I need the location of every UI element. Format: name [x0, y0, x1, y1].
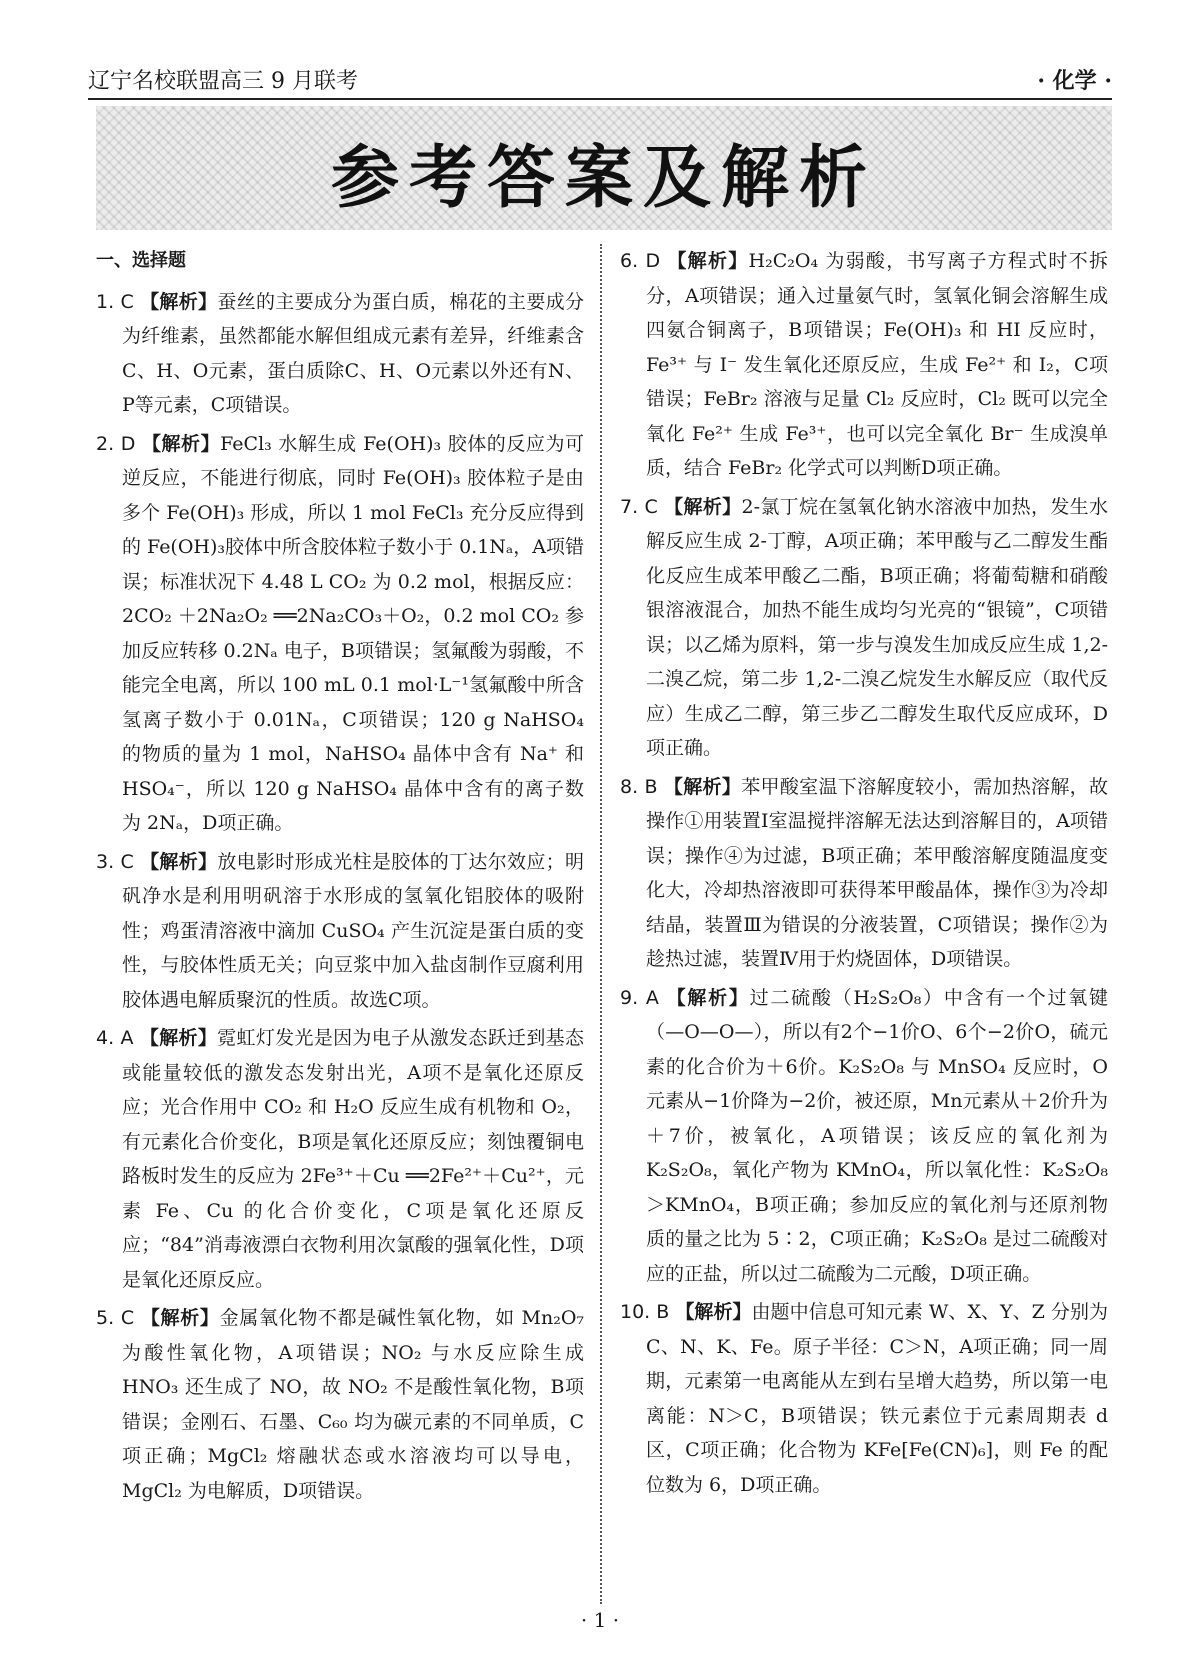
exam-title: 辽宁名校联盟高三 9 月联考 — [88, 69, 358, 94]
answer-number: 10. B — [620, 1301, 670, 1323]
answer-number: 9. A — [620, 986, 659, 1009]
answer-number: 2. D — [96, 432, 136, 455]
answer-text: 苯甲酸室温下溶解度较小，需加热溶解，故操作①用装置Ⅰ室温搅拌溶解无法达到溶解目的，A项错误；操作④为过滤，B项正确；苯甲酸溶解度随温度变化大，冷却热溶液即可获得苯甲酸晶体，操作③为冷却结晶，装置Ⅲ为错误的分液装置，C项错误；操作②为趁热过滤，装置Ⅳ用于灼烧固体，D项错误。 — [646, 775, 1108, 970]
analysis-tag: 【解析】 — [140, 850, 218, 873]
answer-item-3 — [96, 845, 584, 1018]
column-divider — [600, 244, 602, 1604]
analysis-tag: 【解析】 — [675, 1301, 752, 1323]
answer-text: 蚕丝的主要成分为蛋白质，棉花的主要成分为纤维素，虽然都能水解但组成元素有差异，纤维素含C、H、O元素，蛋白质除C、H、O元素以外还有N、P等元素，C项错误。 — [122, 290, 584, 416]
answer-item-2 — [96, 427, 584, 841]
answer-item-6 — [620, 244, 1108, 486]
answer-text: 霓虹灯发光是因为电子从激发态跃迁到基态或能量较低的激发态发射出光，A项不是氧化还原反应；光合作用中 CO₂ 和 H₂O 反应生成有机物和 O₂，有元素化合价变化，B项是氧化还原反应；刻蚀覆铜电路板时发生的反应为 2Fe³⁺＋Cu ══2Fe²⁺＋Cu²⁺，元素 Fe、Cu 的化合价变化，C项是氧化还原反应；“84”消毒液漂白衣物利用次氯酸的强氧化性，D项是氧化还原反应。 — [122, 1027, 584, 1291]
right-column — [620, 244, 1108, 1506]
answer-item-9 — [620, 981, 1108, 1292]
answer-item-5 — [96, 1301, 584, 1508]
answer-number: 6. D — [620, 250, 661, 272]
analysis-tag: 【解析】 — [139, 1027, 218, 1049]
title-banner — [96, 106, 1112, 230]
analysis-tag: 【解析】 — [140, 1307, 220, 1329]
analysis-tag: 【解析】 — [141, 432, 221, 455]
page-header — [88, 60, 1112, 100]
answer-number: 7. C — [620, 495, 658, 518]
page-number: · 1 · — [580, 1608, 620, 1632]
analysis-tag: 【解析】 — [667, 250, 749, 272]
answer-text: 由题中信息可知元素 W、X、Y、Z 分别为 C、N、K、Fe。原子半径：C＞N，A项正确；同一周期，元素第一电离能从左到右呈增大趋势，所以第一电离能：N＞C，B项错误；铁元素位于元素周期表 d 区，C项正确；化合物为 KFe[Fe(CN)₆]，则 Fe 的配位数为 6，D项正确。 — [646, 1301, 1108, 1496]
answer-item-10 — [620, 1295, 1108, 1502]
analysis-tag: 【解析】 — [666, 986, 750, 1009]
answer-item-1 — [96, 285, 584, 423]
answer-text: 过二硫酸（H₂S₂O₈）中含有一个过氧键（—O—O—），所以有2个−1价O、6个−2价O，硫元素的化合价为＋6价。K₂S₂O₈ 与 MnSO₄ 反应时，O元素从−1价降为−2价，被还原，Mn元素从＋2价升为＋7价，被氧化，A项错误；该反应的氧化剂为 K₂S₂O₈，氧化产物为 KMnO₄，所以氧化性：K₂S₂O₈＞KMnO₄，B项正确；参加反应的氧化剂与还原剂物质的量之比为 5∶2，C项正确；K₂S₂O₈ 是过二硫酸对应的正盐，所以过二硫酸为二元酸，D项正确。 — [646, 986, 1108, 1285]
answer-text: H₂C₂O₄ 为弱酸，书写离子方程式时不拆分，A项错误；通入过量氨气时，氢氧化铜会溶解生成四氨合铜离子，B项错误；Fe(OH)₃ 和 HI 反应时，Fe³⁺ 与 I⁻ 发生氧化还原反应，生成 Fe²⁺ 和 I₂，C项错误；FeBr₂ 溶液与足量 Cl₂ 反应时，Cl₂ 既可以完全氧化 Fe²⁺ 生成 Fe³⁺，也可以完全氧化 Br⁻ 生成溴单质，结合 FeBr₂ 化学式可以判断D项正确。 — [646, 250, 1108, 479]
answer-number: 4. A — [96, 1027, 134, 1049]
analysis-tag: 【解析】 — [663, 775, 742, 798]
answer-number: 8. B — [620, 775, 658, 798]
answer-item-4 — [96, 1021, 584, 1297]
analysis-tag: 【解析】 — [664, 495, 742, 518]
left-column — [96, 244, 584, 1512]
answer-text: 金属氧化物不都是碱性氧化物，如 Mn₂O₇ 为酸性氧化物，A项错误；NO₂ 与水反应除生成 HNO₃ 还生成了 NO，故 NO₂ 不是酸性氧化物，B项错误；金刚石、石墨、C₆₀ 均为碳元素的不同单质，C项正确；MgCl₂ 熔融状态或水溶液均可以导电，MgCl₂ 为电解质，D项错误。 — [122, 1307, 585, 1502]
subject-label: · 化学 · — [1037, 68, 1112, 94]
section-title: 一、选择题 — [96, 250, 186, 271]
answer-item-7 — [620, 490, 1108, 766]
answer-number: 5. C — [96, 1307, 135, 1329]
page-title: 参考答案及解析 — [330, 139, 877, 218]
answer-text: FeCl₃ 水解生成 Fe(OH)₃ 胶体的反应为可逆反应，不能进行彻底，同时 Fe(OH)₃ 胶体粒子是由多个 Fe(OH)₃ 形成，所以 1 mol FeCl₃ 充分反应得到的 Fe(OH)₃胶体中所含胶体粒子数小于 0.1Nₐ，A项错误；标准状况下 4.48 L CO₂ 为 0.2 mol，根据反应：2CO₂ ＋2Na₂O₂ ══2Na₂CO₃＋O₂，0.2 mol CO₂ 参加反应转移 0.2Nₐ 电子，B项错误；氢氟酸为弱酸，不能完全电离，所以 100 mL 0.1 mol·L⁻¹氢氟酸中所含氢离子数小于 0.01Nₐ，C项错误；120 g NaHSO₄ 的物质的量为 1 mol，NaHSO₄ 晶体中含有 Na⁺ 和 HSO₄⁻，所以 120 g NaHSO₄ 晶体中含有的离子数为 2Nₐ，D项正确。 — [122, 432, 584, 834]
answer-text: 放电影时形成光柱是胶体的丁达尔效应；明矾净水是利用明矾溶于水形成的氢氧化铝胶体的吸附性；鸡蛋清溶液中滴加 CuSO₄ 产生沉淀是蛋白质的变性，与胶体性质无关；向豆浆中加入盐卤制作豆腐利用胶体遇电解质聚沉的性质。故选C项。 — [122, 850, 584, 1011]
answer-number: 1. C — [96, 290, 134, 313]
answer-item-8 — [620, 770, 1108, 977]
answer-number: 3. C — [96, 850, 134, 873]
answer-text: 2-氯丁烷在氢氧化钠水溶液中加热，发生水解反应生成 2-丁醇，A项正确；苯甲酸与乙二醇发生酯化反应生成苯甲酸乙二酯，B项正确；将葡萄糖和硝酸银溶液混合，加热不能生成均匀光亮的“银镜”，C项错误；以乙烯为原料，第一步与溴发生加成反应生成 1,2-二溴乙烷，第二步 1,2-二溴乙烷发生水解反应（取代反应）生成乙二醇，第三步乙二醇发生取代反应成环，D项正确。 — [646, 495, 1108, 759]
analysis-tag: 【解析】 — [140, 290, 218, 313]
